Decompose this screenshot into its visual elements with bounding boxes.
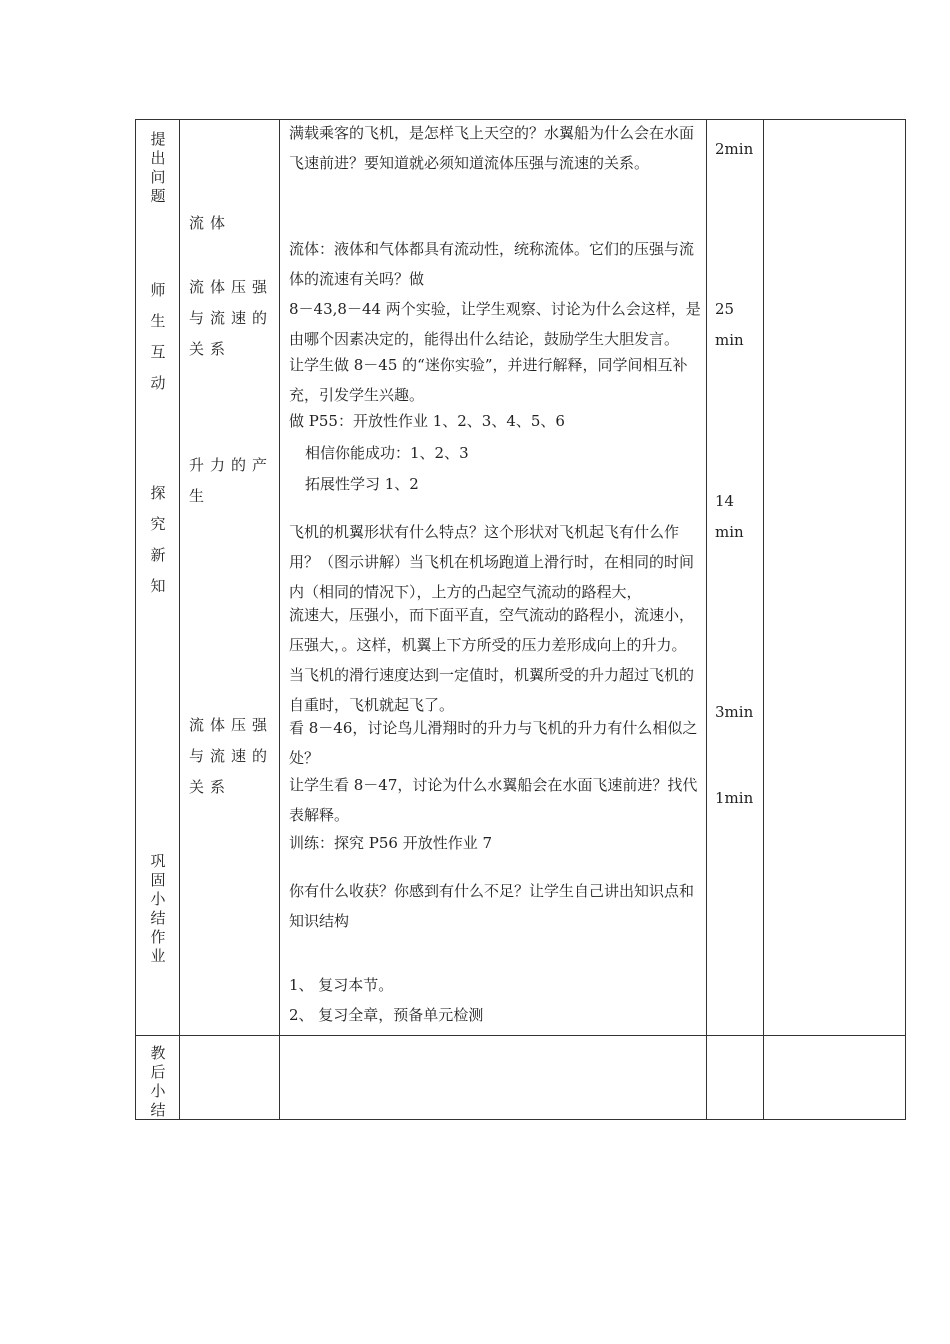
reflection-label-cell — [136, 1036, 180, 1120]
main-row — [136, 120, 906, 1036]
stage-propose: 提 出 问 题 — [150, 130, 166, 205]
content-column — [280, 120, 707, 1036]
training-text: 训练：探究 P56 开放性作业 7 — [289, 834, 493, 852]
topic-lift: 升力的产生 — [189, 456, 274, 505]
notes-column — [764, 120, 906, 1036]
fluid-definition: 流体：液体和气体都具有流动性，统称流体。它们的压强与流体的流速有关吗？做 — [289, 240, 695, 288]
reflection-row — [136, 1036, 906, 1120]
topic-pressure-speed-2: 流体压强与流速的关系 — [189, 716, 274, 796]
stage-reflection: 教 后 小 结 — [150, 1044, 166, 1119]
stage-column — [136, 120, 180, 1036]
time-1min: 1min — [715, 789, 754, 807]
topic-column — [180, 120, 280, 1036]
experiment-text: 8－43,8－44 两个实验，让学生观察、讨论为什么会这样，是由哪个因素决定的，能得出什么结论，鼓励学生大胆发言。 — [289, 300, 701, 348]
lesson-plan-table — [135, 119, 906, 1120]
homework-2: 2、 复习全章，预备单元检测 — [289, 1006, 484, 1024]
intro-text: 满载乘客的飞机，是怎样飞上天空的？水翼船为什么会在水面飞速前进？要知道就必须知道流体压强与流速的关系。 — [289, 124, 695, 172]
extend-text: 拓展性学习 1、2 — [305, 475, 419, 493]
reflection-notes-cell — [764, 1036, 906, 1120]
wing-text-1: 飞机的机翼形状有什么特点？这个形状对飞机起飞有什么作用？（图示讲解）当飞机在机场跑道上滑行时，在相同的时间内（相同的情况下），上方的凸起空气流动的路程大， — [289, 523, 695, 601]
homework-1: 1、 复习本节。 — [289, 976, 394, 994]
mini-experiment-text: 让学生做 8－45 的“迷你实验”，并进行解释，同学间相互补充，引发学生兴趣。 — [289, 356, 688, 404]
time-14min: 14 min — [715, 492, 744, 541]
topic-fluid: 流体 — [189, 214, 232, 232]
time-2min: 2min — [715, 140, 754, 158]
time-column — [707, 120, 764, 1036]
wing-text-2: 流速大，压强小，而下面平直，空气流动的路程小，流速小，压强大，。这样，机翼上下方所受的压力差形成向上的升力。当飞机的滑行速度达到一定值时，机翼所受的升力超过飞机的自重时，飞机就起飞了。 — [289, 606, 695, 714]
hydrofoil-text: 让学生看 8－47，讨论为什么水翼船会在水面飞速前进？找代表解释。 — [289, 776, 698, 824]
stage-interact: 师 生 互 动 — [150, 281, 166, 392]
harvest-text: 你有什么收获？你感到有什么不足？让学生自己讲出知识点和知识结构 — [289, 882, 695, 930]
stage-consolidate: 巩 固 小 结 作 业 — [150, 852, 166, 965]
time-25min: 25 min — [715, 300, 744, 349]
reflection-time-cell — [707, 1036, 764, 1120]
bird-text: 看 8－46，讨论鸟儿滑翔时的升力与飞机的升力有什么相似之处？ — [289, 719, 698, 767]
topic-pressure-speed: 流体压强与流速的关系 — [189, 278, 274, 358]
stage-explore: 探 究 新 知 — [150, 484, 166, 595]
reflection-content-cell — [280, 1036, 707, 1120]
can-succeed-text: 相信你能成功：1、2、3 — [305, 444, 469, 462]
exercise-text: 做 P55：开放性作业 1、2、3、4、5、6 — [289, 412, 565, 430]
reflection-topic-cell — [180, 1036, 280, 1120]
time-3min: 3min — [715, 703, 754, 721]
